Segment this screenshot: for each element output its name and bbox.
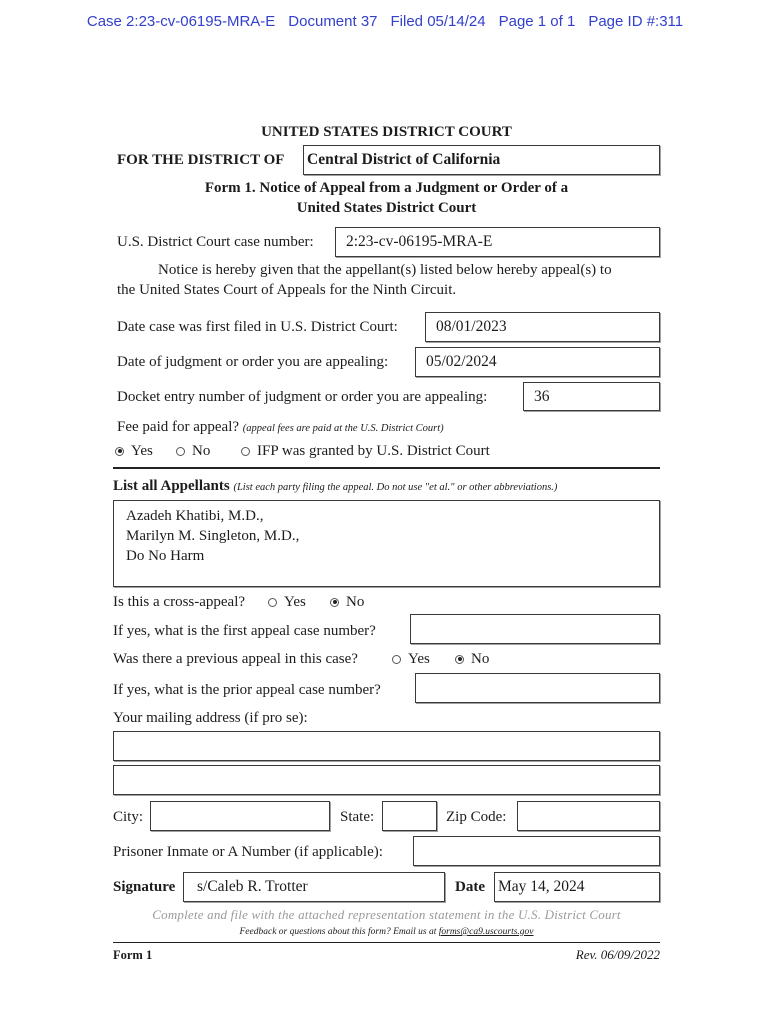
- previous-appeal-label: Was there a previous appeal in this case?: [113, 651, 358, 667]
- zip-label: Zip Code:: [446, 809, 507, 825]
- docket-label: Docket entry number of judgment or order you are appealing:: [117, 389, 488, 405]
- court-title: UNITED STATES DISTRICT COURT: [261, 124, 512, 140]
- judgment-date-field[interactable]: [415, 347, 660, 377]
- zip-field[interactable]: [517, 801, 660, 831]
- cross-appeal-yes-label: Yes: [284, 594, 306, 610]
- fee-no-label: No: [192, 443, 211, 459]
- fee-ifp-label: IFP was granted by U.S. District Court: [257, 443, 490, 459]
- mailing-line1-field[interactable]: [113, 731, 660, 761]
- state-label: State:: [340, 809, 375, 825]
- city-label: City:: [113, 809, 144, 825]
- docket-field[interactable]: [523, 382, 660, 411]
- prisoner-field[interactable]: [413, 836, 660, 866]
- signature-value: s/Caleb R. Trotter: [197, 878, 308, 895]
- radio-circle: [241, 447, 250, 456]
- district-label: FOR THE DISTRICT OF: [117, 152, 285, 168]
- footer-divider: [113, 942, 660, 943]
- radio-circle: [330, 598, 339, 607]
- prisoner-label: Prisoner Inmate or A Number (if applicable):: [113, 844, 383, 860]
- first-appeal-label: If yes, what is the first appeal case number?: [113, 623, 376, 639]
- judgment-date-label: Date of judgment or order you are appealing:: [117, 354, 389, 370]
- header-case-number: Case 2:23-cv-06195-MRA-E: [86, 13, 276, 30]
- date-label: Date: [455, 879, 485, 895]
- cross-appeal-label: Is this a cross-appeal?: [113, 594, 246, 610]
- radio-circle: [455, 655, 464, 664]
- header-filed-date: Filed 05/14/24: [390, 13, 486, 30]
- footer-form-label: Form 1: [113, 948, 153, 962]
- previous-appeal-yes-label: Yes: [408, 651, 430, 667]
- cross-appeal-no-radio[interactable]: [330, 593, 364, 611]
- previous-appeal-no-label: No: [471, 651, 490, 667]
- fee-row: [117, 418, 444, 438]
- case-number-field[interactable]: [335, 227, 660, 257]
- appellant-line: Azadeh Khatibi, M.D.,: [126, 508, 264, 524]
- signature-label: Signature: [113, 879, 176, 895]
- radio-circle: [392, 655, 401, 664]
- feedback-email-link[interactable]: forms@ca9.uscourts.gov: [438, 927, 534, 937]
- footer-feedback: [113, 926, 660, 939]
- form-title-line2: United States District Court: [296, 200, 477, 216]
- fee-yes-radio[interactable]: [115, 442, 153, 460]
- prior-appeal-label: If yes, what is the prior appeal case number?: [113, 682, 381, 698]
- docket-value: 36: [534, 387, 550, 405]
- prior-appeal-field[interactable]: [415, 673, 660, 703]
- header-page: Page 1 of 1: [498, 13, 576, 30]
- mailing-label: Your mailing address (if pro se):: [113, 710, 308, 726]
- header-document: Document 37: [288, 13, 378, 30]
- appellants-field[interactable]: [113, 500, 660, 587]
- notice-line2: the United States Court of Appeals for the Ninth Circuit.: [117, 282, 457, 298]
- case-number-label: U.S. District Court case number:: [117, 234, 314, 250]
- appellants-label: List all Appellants: [113, 478, 230, 494]
- appellant-line: Marilyn M. Singleton, M.D.,: [126, 528, 300, 544]
- radio-circle: [268, 598, 277, 607]
- appellants-heading: [113, 477, 557, 497]
- cross-appeal-yes-radio[interactable]: [268, 593, 306, 611]
- form-title-line1: Form 1. Notice of Appeal from a Judgment or Order of a: [204, 180, 569, 196]
- cross-appeal-no-label: No: [346, 594, 365, 610]
- section-divider: [113, 467, 660, 469]
- appellants-note: (List each party filing the appeal. Do not use "et al." or other abbreviations.): [233, 482, 558, 493]
- fee-ifp-radio[interactable]: [241, 442, 490, 460]
- date-filed-value: 08/01/2023: [436, 318, 507, 335]
- first-appeal-field[interactable]: [410, 614, 660, 644]
- fee-label: Fee paid for appeal?: [117, 419, 240, 435]
- signature-field[interactable]: [183, 872, 445, 902]
- feedback-text: Feedback or questions about this form? Email us at: [239, 927, 437, 937]
- city-field[interactable]: [150, 801, 330, 831]
- fee-no-radio[interactable]: [176, 442, 210, 460]
- footer-revision: Rev. 06/09/2022: [575, 947, 660, 962]
- district-field[interactable]: [303, 145, 660, 175]
- case-header: [0, 12, 770, 32]
- previous-appeal-no-radio[interactable]: [455, 650, 489, 668]
- district-value: Central District of California: [307, 151, 501, 168]
- fee-yes-label: Yes: [131, 443, 153, 459]
- header-page-id: Page ID #:311: [588, 13, 684, 30]
- radio-circle: [115, 447, 124, 456]
- appellant-line: Do No Harm: [126, 548, 205, 564]
- judgment-date-value: 05/02/2024: [426, 353, 497, 370]
- footer-instruction: Complete and file with the attached representation statement in the U.S. District Court: [152, 907, 621, 922]
- previous-appeal-yes-radio[interactable]: [392, 650, 430, 668]
- notice-line1: Notice is hereby given that the appellant(s) listed below hereby appeal(s) to: [158, 262, 612, 278]
- fee-note: (appeal fees are paid at the U.S. District Court): [242, 423, 444, 434]
- date-value: May 14, 2024: [498, 878, 585, 895]
- state-field[interactable]: [382, 801, 437, 831]
- radio-circle: [176, 447, 185, 456]
- date-filed-label: Date case was first filed in U.S. District Court:: [117, 319, 398, 335]
- date-field[interactable]: [494, 872, 660, 902]
- mailing-line2-field[interactable]: [113, 765, 660, 795]
- case-number-value: 2:23-cv-06195-MRA-E: [346, 233, 493, 250]
- date-filed-field[interactable]: [425, 312, 660, 342]
